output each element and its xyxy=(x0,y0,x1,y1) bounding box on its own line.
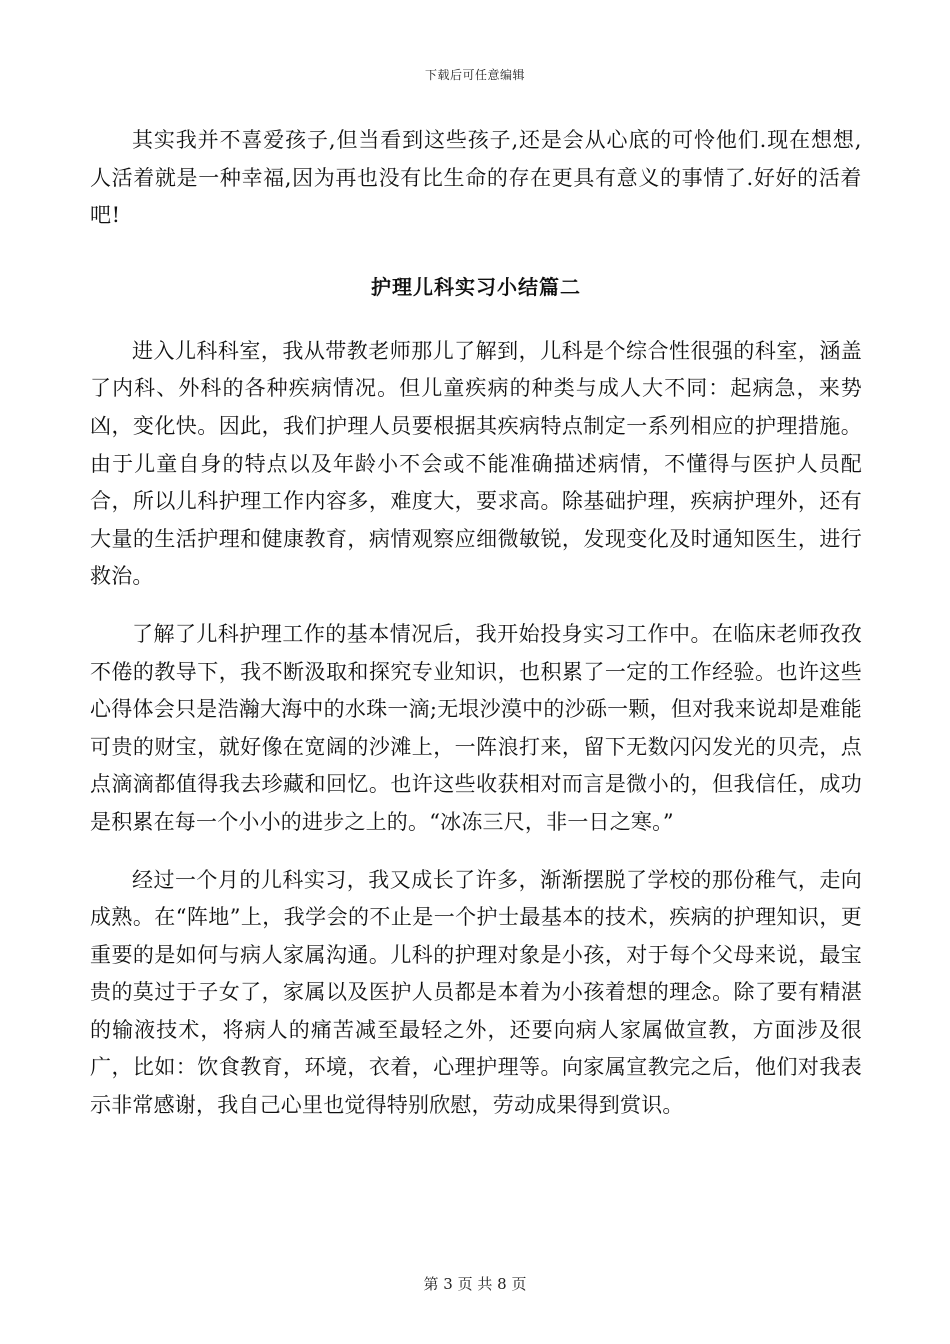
paragraph-3: 经过一个月的儿科实习，我又成长了许多，渐渐摆脱了学校的那份稚气，走向成熟。在“阵地”上，我学会的不止是一个护士最基本的技术，疾病的护理知识，更重要的是如何与病人家属沟通。儿科的护理对象是小孩，对于每个父母来说，最宝贵的莫过于子女了，家属以及医护人员都是本着为小孩着想的理念。除了要有精湛的输液技术，将病人的痛苦减至最轻之外，还要向病人家属做宣教，方面涉及很广，比如：饮食教育，环境，衣着，心理护理等。向家属宣教完之后，他们对我表示非常感谢，我自己心里也觉得特别欣慰，劳动成果得到赏识。 xyxy=(90,867,862,1118)
intro-paragraph: 其实我并不喜爱孩子,但当看到这些孩子,还是会从心底的可怜他们.现在想想,人活着就是一种幸福,因为再也没有比生命的存在更具有意义的事情了.好好的活着吧! xyxy=(90,128,862,228)
document-body xyxy=(90,122,862,1125)
paragraph-1: 进入儿科科室，我从带教老师那儿了解到，儿科是个综合性很强的科室，涵盖了内科、外科的各种疾病情况。但儿童疾病的种类与成人大不同：起病急，来势凶，变化快。因此，我们护理人员要根据其疾病特点制定一系列相应的护理措施。由于儿童自身的特点以及年龄小不会或不能准确描述病情，不懂得与医护人员配合，所以儿科护理工作内容多，难度大，要求高。除基础护理，疾病护理外，还有大量的生活护理和健康教育，病情观察应细微敏锐，发现变化及时通知医生，进行救治。 xyxy=(90,338,862,589)
page-number: 第 3 页 共 8 页 xyxy=(423,1275,527,1293)
section-title: 护理儿科实习小结篇二 xyxy=(371,274,581,299)
paragraph-2: 了解了儿科护理工作的基本情况后，我开始投身实习工作中。在临床老师孜孜不倦的教导下，我不断汲取和探究专业知识，也积累了一定的工作经验。也许这些心得体会只是浩瀚大海中的水珠一滴;无垠沙漠中的沙砾一颗，但对我来说却是难能可贵的财宝，就好像在宽阔的沙滩上，一阵浪打来，留下无数闪闪发光的贝壳，点点滴滴都值得我去珍藏和回忆。也许这些收获相对而言是微小的，但我信任，成功是积累在每一个小小的进步之上的。“冰冻三尺，非一日之寒。” xyxy=(90,621,862,834)
page-header: 下载后可任意编辑 xyxy=(424,68,525,82)
